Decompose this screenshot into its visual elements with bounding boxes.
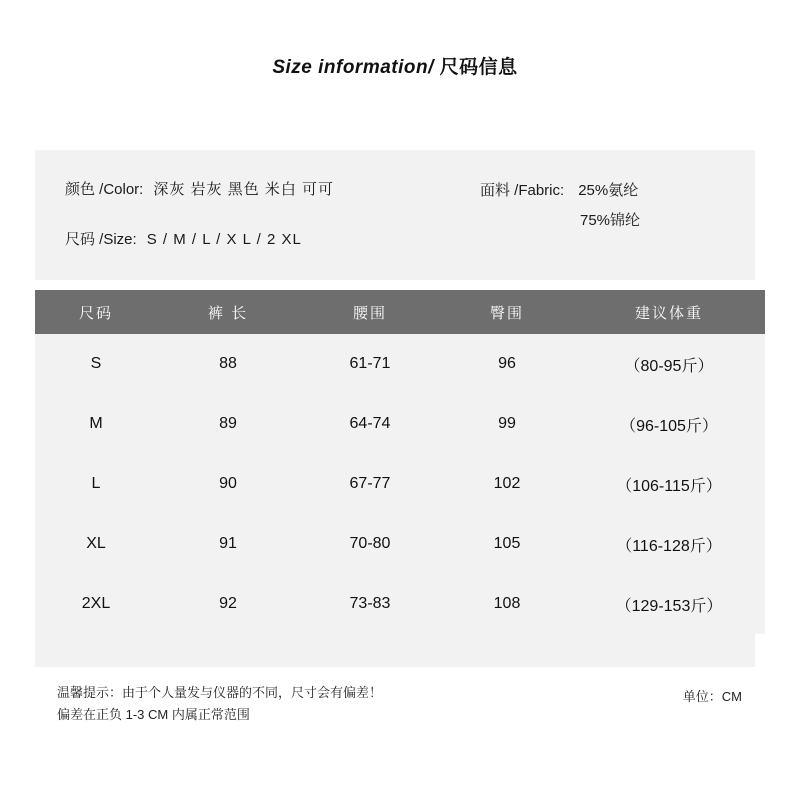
page-title-en: Size information/ — [272, 57, 434, 78]
table-row — [35, 394, 765, 454]
header-waist: 腰围 — [299, 290, 441, 334]
color-value: 深灰 岩灰 黑色 米白 可可 — [153, 181, 335, 198]
cell-hip: 99 — [441, 394, 573, 454]
footer-note-line1: 温馨提示：由于个人量发与仪器的不同，尺寸会有偏差！ — [57, 685, 383, 700]
size-table-body — [35, 334, 765, 634]
cell-pant-length: 90 — [157, 454, 299, 514]
cell-waist: 61-71 — [299, 334, 441, 394]
cell-hip: 96 — [441, 334, 573, 394]
measurement-unit: 单位：CM — [682, 689, 742, 704]
header-size: 尺码 — [35, 290, 157, 334]
size-value: S / M / L / X L / 2 XL — [146, 231, 302, 248]
cell-hip: 102 — [441, 454, 573, 514]
cell-waist: 64-74 — [299, 394, 441, 454]
cell-size: M — [35, 394, 157, 454]
fabric-value-secondary: 75%锦纶 — [580, 212, 641, 229]
cell-size: S — [35, 334, 157, 394]
product-info-right — [480, 176, 640, 236]
size-table-header — [35, 290, 765, 334]
cell-waist: 67-77 — [299, 454, 441, 514]
table-row — [35, 334, 765, 394]
size-table — [35, 290, 765, 634]
cell-suggested-weight: （129-153斤） — [573, 574, 765, 634]
cell-pant-length: 92 — [157, 574, 299, 634]
footer-note-line2: 偏差在正负 1-3 CM 内属正常范围 — [57, 707, 250, 722]
color-label: 颜色 /Color: — [65, 181, 144, 198]
cell-suggested-weight: （116-128斤） — [573, 514, 765, 574]
product-info-left — [65, 176, 334, 276]
cell-hip: 108 — [441, 574, 573, 634]
page-title-cn: 尺码信息 — [433, 57, 518, 78]
table-row — [35, 454, 765, 514]
cell-pant-length: 88 — [157, 334, 299, 394]
size-label: 尺码 /Size: — [65, 231, 137, 248]
fabric-value-primary: 25%氨纶 — [578, 182, 639, 199]
page-title — [0, 52, 790, 79]
header-suggested-weight: 建议体重 — [573, 290, 765, 334]
cell-hip: 105 — [441, 514, 573, 574]
header-hip: 臀围 — [441, 290, 573, 334]
color-row — [65, 176, 334, 204]
cell-size: XL — [35, 514, 157, 574]
table-row — [35, 514, 765, 574]
cell-pant-length: 89 — [157, 394, 299, 454]
cell-size: L — [35, 454, 157, 514]
table-bottom-filler — [35, 622, 755, 667]
cell-suggested-weight: （96-105斤） — [573, 394, 765, 454]
cell-waist: 73-83 — [299, 574, 441, 634]
product-info-block — [35, 150, 755, 280]
cell-pant-length: 91 — [157, 514, 299, 574]
cell-waist: 70-80 — [299, 514, 441, 574]
header-pant-length: 裤 长 — [157, 290, 299, 334]
size-row — [65, 226, 334, 254]
cell-size: 2XL — [35, 574, 157, 634]
fabric-label: 面料 /Fabric: — [480, 182, 565, 199]
footer-note — [57, 682, 382, 726]
cell-suggested-weight: （106-115斤） — [573, 454, 765, 514]
cell-suggested-weight: （80-95斤） — [573, 334, 765, 394]
table-header-row — [35, 290, 765, 334]
